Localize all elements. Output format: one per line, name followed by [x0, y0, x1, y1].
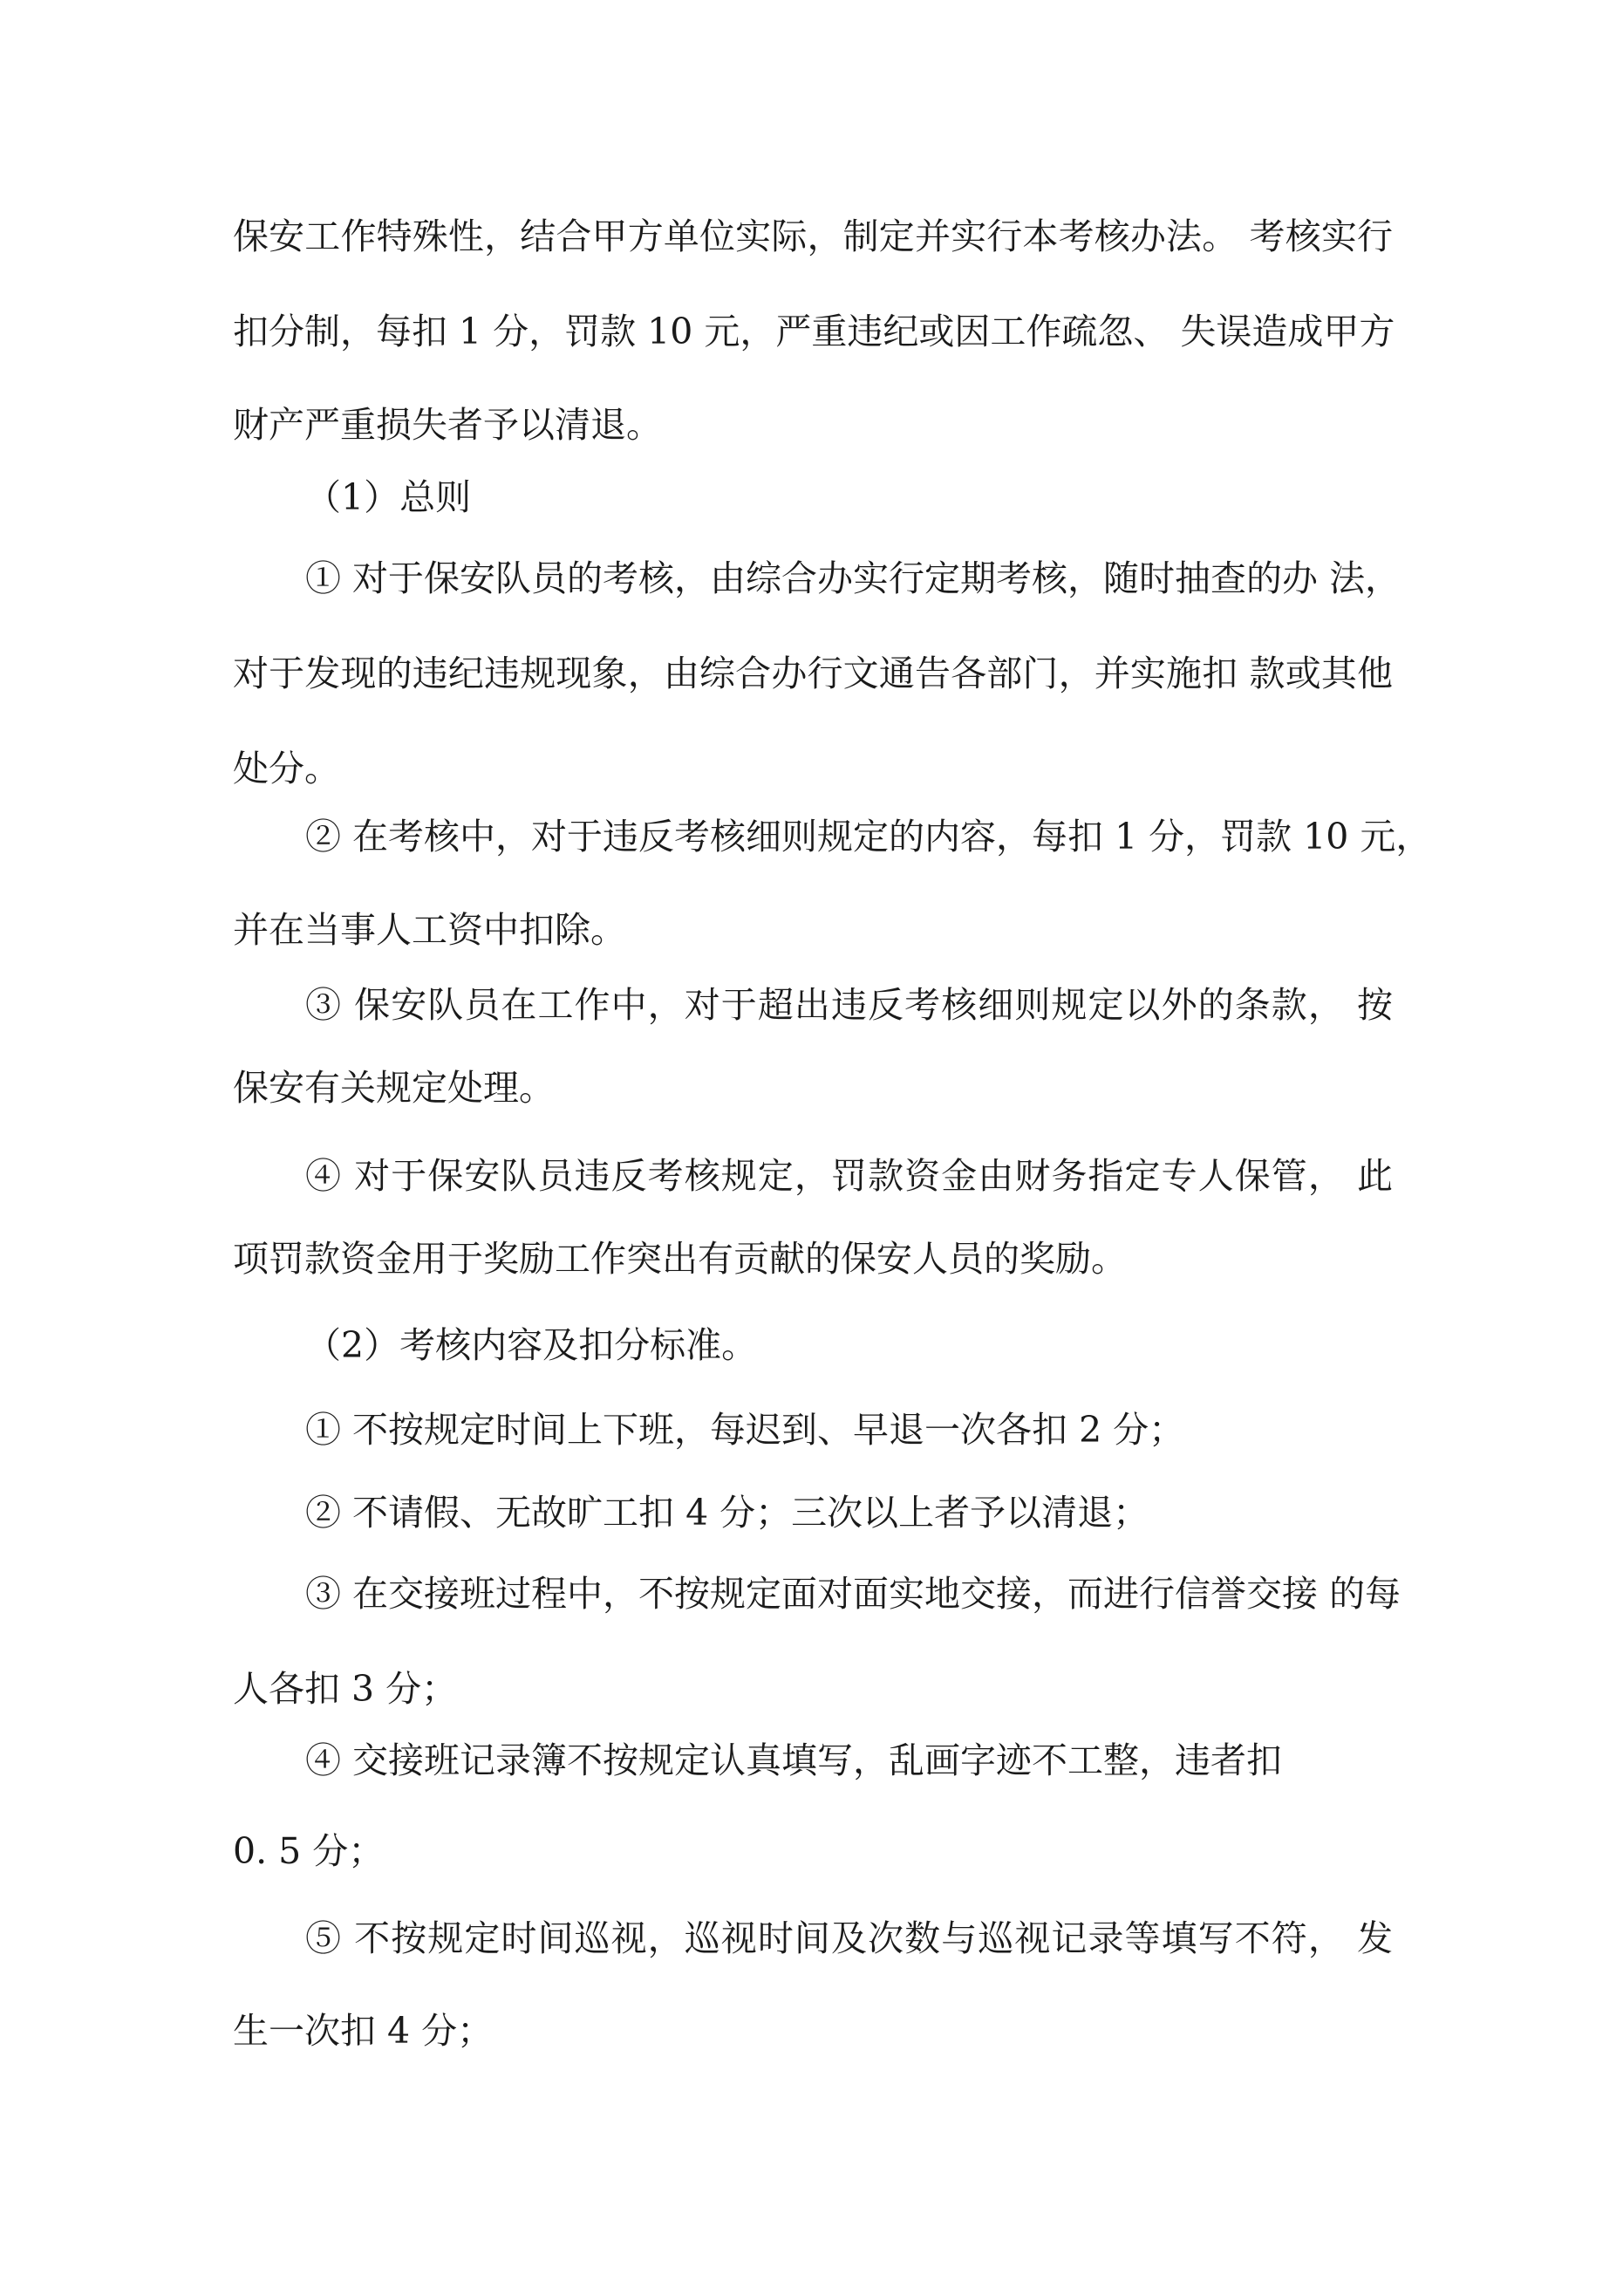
criteria-item-2: ② 不请假、无故旷工扣 4 分；三次以上者予以清退；	[305, 1492, 1149, 1534]
criteria-item-3-line-2: 人各扣 3 分；	[233, 1668, 458, 1710]
criteria-item-4-line-2: 0. 5 分；	[233, 1830, 385, 1872]
general-item-1-line-3: 处分。	[233, 748, 340, 789]
general-item-1-line-1: ① 对于保安队员的考核，由综合办实行定期考核，随时抽查的办 法，	[305, 557, 1401, 599]
criteria-item-5-line-1: ⑤ 不按规定时间巡视，巡视时间及次数与巡视记录等填写不符， 发	[305, 1917, 1393, 1959]
criteria-item-4-line-1: ④ 交接班记录簿不按规定认真填写，乱画字迹不工整，违者扣	[305, 1739, 1283, 1781]
criteria-item-5-line-2: 生一次扣 4 分；	[233, 2010, 494, 2052]
general-item-4-line-1: ④ 对于保安队员违反考核规定，罚款资金由财务指定专人保管， 此	[305, 1155, 1393, 1197]
general-item-2-line-1: ② 在考核中，对于违反考核细则规定的内容，每扣 1 分，罚款 10 元，	[305, 816, 1432, 858]
general-item-1-line-2: 对于发现的违纪违规现象，由综合办行文通告各部门，并实施扣 款或其他	[233, 653, 1393, 694]
intro-line-2: 扣分制，每扣 1 分，罚款 10 元，严重违纪或因工作疏忽、 失误造成甲方	[233, 311, 1395, 352]
general-item-2-line-2: 并在当事人工资中扣除。	[233, 909, 626, 951]
intro-line-1: 保安工作特殊性，结合甲方单位实际，制定并实行本考核办法。 考核实行	[233, 215, 1393, 257]
criteria-item-3-line-1: ③ 在交接班过程中，不按规定面对面实地交接，而进行信誉交接 的每	[305, 1573, 1401, 1615]
intro-line-3: 财产严重损失者予以清退。	[233, 404, 662, 446]
criteria-item-1: ① 不按规定时间上下班，每迟到、早退一次各扣 2 分；	[305, 1409, 1185, 1451]
section-2-heading: （2）考核内容及扣分标准。	[305, 1324, 758, 1366]
general-item-3-line-2: 保安有关规定处理。	[233, 1067, 555, 1109]
general-item-3-line-1: ③ 保安队员在工作中，对于超出违反考核细则规定以外的条款， 按	[305, 984, 1393, 1026]
section-1-heading: （1）总则	[305, 476, 472, 518]
general-item-4-line-2: 项罚款资金用于奖励工作突出有贡献的保安人员的奖励。	[233, 1238, 1127, 1280]
